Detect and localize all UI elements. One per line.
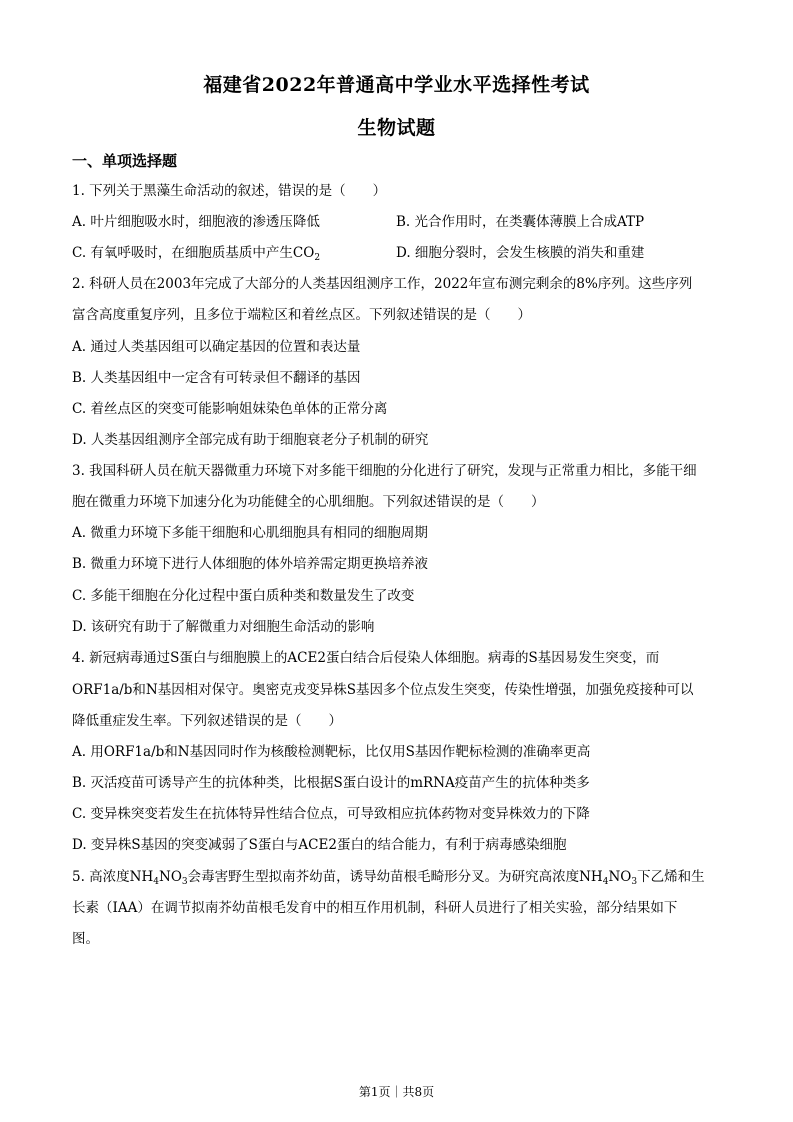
page-footer: 第1页｜共8页 bbox=[358, 1085, 435, 1099]
q1-stem: 1. 下列关于黑藻生命活动的叙述，错误的是（ ） bbox=[72, 183, 387, 199]
q3-stem-line1: 3. 我国科研人员在航天器微重力环境下对多能干细胞的分化进行了研究，发现与正常重力相比，多能干细 bbox=[72, 463, 697, 479]
q1-option-d: D. 细胞分裂时，会发生核膜的消失和重建 bbox=[396, 245, 645, 261]
q1-option-b: B. 光合作用时，在类囊体薄膜上合成ATP bbox=[396, 214, 645, 230]
q2-option-b: B. 人类基因组中一定含有可转录但不翻译的基因 bbox=[72, 370, 361, 386]
q2-stem-line1: 2. 科研人员在2003年完成了大部分的人类基因组测序工作，2022年宣布测完剩余的8%序列。这些序列 bbox=[72, 276, 693, 292]
q4-option-b: B. 灭活疫苗可诱导产生的抗体种类，比根据S蛋白设计的mRNA疫苗产生的抗体种类多 bbox=[72, 775, 590, 791]
q5-stem-line1: 5. 高浓度$NH_4NO_3$会毒害野生型拟南芥幼苗，诱导幼苗根毛畸形分叉。为研究高浓度$NH_4NO_3$下乙烯和生 bbox=[72, 869, 705, 887]
q4-stem-line3: 降低重症发生率。下列叙述错误的是（ ） bbox=[72, 713, 342, 729]
q1-option-a: A. 叶片细胞吸水时，细胞液的渗透压降低 bbox=[72, 214, 320, 230]
q2-option-c: C. 着丝点区的突变可能影响姐妹染色单体的正常分离 bbox=[72, 401, 388, 417]
q4-option-a: A. 用ORF1a/b和N基因同时作为核酸检测靶标，比仅用S基因作靶标检测的准确率更高 bbox=[72, 744, 591, 760]
q4-stem-line2: ORF1a/b和N基因相对保守。奥密克戎变异株S基因多个位点发生突变，传染性增强，加强免疫接种可以 bbox=[72, 682, 694, 698]
q3-stem-line2: 胞在微重力环境下加速分化为功能健全的心肌细胞。下列叙述错误的是（ ） bbox=[72, 494, 545, 510]
exam-subtitle: 生物试题 bbox=[357, 117, 436, 139]
section-heading: 一、单项选择题 bbox=[72, 152, 178, 170]
q5-stem-line2: 长素（IAA）在调节拟南芥幼苗根毛发育中的相互作用机制，科研人员进行了相关实验，部分结果如下 bbox=[72, 900, 678, 916]
q3-option-c: C. 多能干细胞在分化过程中蛋白质种类和数量发生了改变 bbox=[72, 588, 415, 604]
q3-option-a: A. 微重力环境下多能干细胞和心肌细胞具有相同的细胞周期 bbox=[72, 525, 428, 541]
q4-option-d: D. 变异株S基因的突变减弱了S蛋白与ACE2蛋白的结合能力，有利于病毒感染细胞 bbox=[72, 837, 567, 853]
q3-option-b: B. 微重力环境下进行人体细胞的体外培养需定期更换培养液 bbox=[72, 556, 429, 572]
q4-stem-line1: 4. 新冠病毒通过S蛋白与细胞膜上的ACE2蛋白结合后侵染人体细胞。病毒的S基因易发生突变，而 bbox=[72, 650, 660, 666]
q1-option-c: C. 有氧呼吸时，在细胞质基质中产生$CO_2$ bbox=[72, 245, 321, 263]
q5-stem-line3: 图。 bbox=[72, 931, 99, 947]
q2-option-d: D. 人类基因组测序全部完成有助于细胞衰老分子机制的研究 bbox=[72, 432, 429, 448]
exam-title: 福建省2022年普通高中学业水平选择性考试 bbox=[203, 74, 590, 96]
q3-option-d: D. 该研究有助于了解微重力对细胞生命活动的影响 bbox=[72, 619, 375, 635]
q4-option-c: C. 变异株突变若发生在抗体特异性结合位点，可导致相应抗体药物对变异株效力的下降 bbox=[72, 806, 590, 822]
q2-stem-line2: 富含高度重复序列，且多位于端粒区和着丝点区。下列叙述错误的是（ ） bbox=[72, 307, 531, 323]
q2-option-a: A. 通过人类基因组可以确定基因的位置和表达量 bbox=[72, 339, 361, 355]
